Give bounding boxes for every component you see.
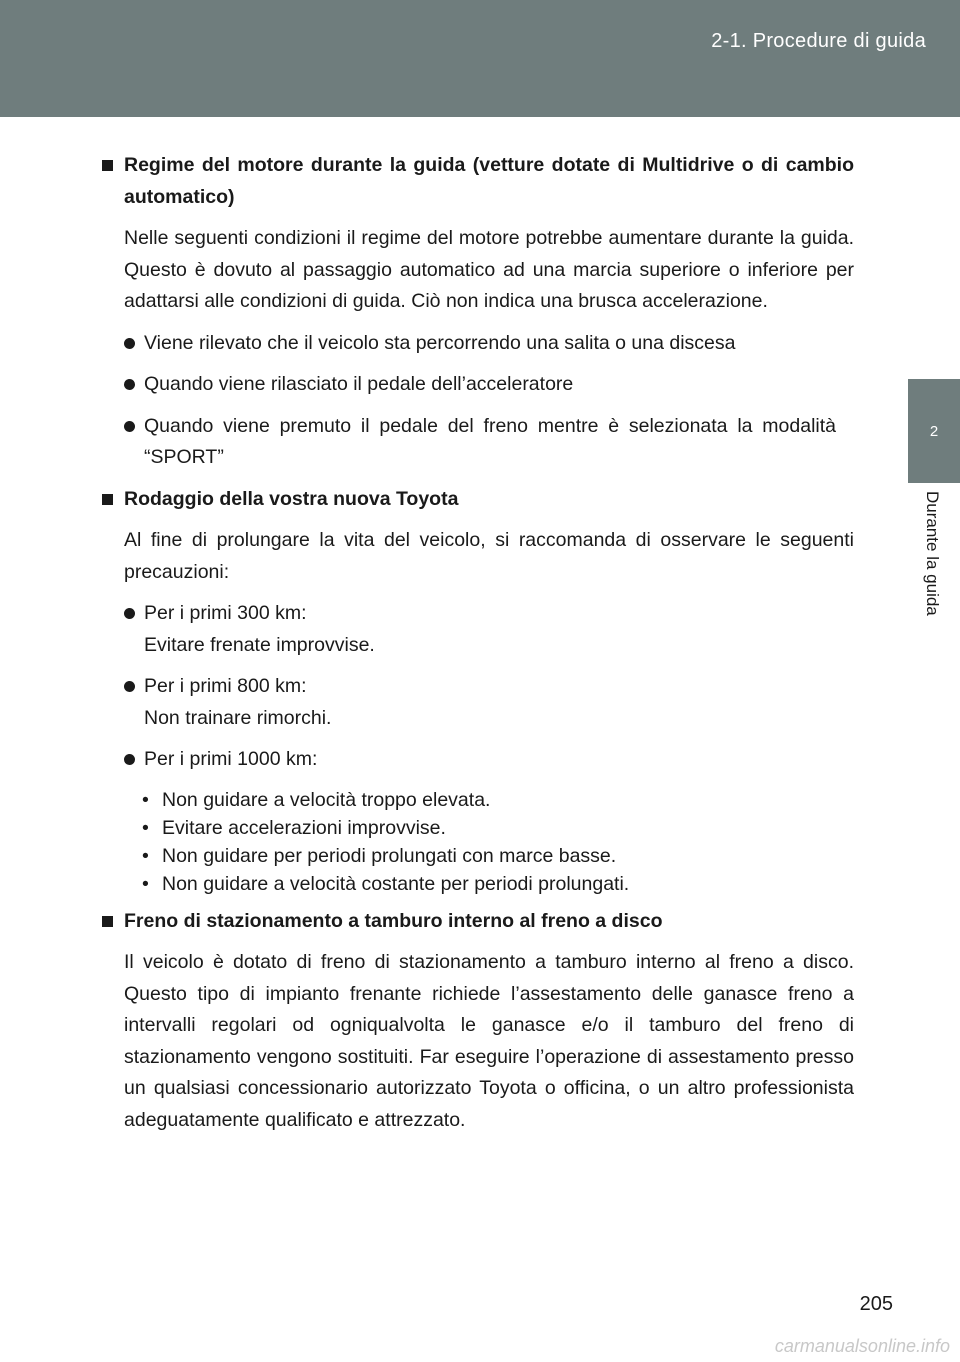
section-heading-text: Regime del motore durante la guida (vetture dotate di Multidrive o di cambio automatico) (124, 154, 854, 208)
sub-list-item (142, 786, 854, 814)
dot-marker-icon: • (142, 844, 149, 867)
section-heading (102, 906, 854, 938)
chapter-title: 2-1. Procedure di guida (711, 30, 926, 52)
bullet-text: Quando viene rilasciato il pedale dell’acceleratore (144, 373, 574, 395)
bullet-head: Per i primi 800 km: (144, 675, 307, 697)
sub-list-text: Non guidare a velocità costante per periodi prolungati. (162, 872, 630, 895)
page-header (0, 0, 960, 117)
square-bullet-icon (102, 494, 113, 505)
sub-list-item (142, 842, 854, 870)
sub-list (102, 786, 854, 898)
side-strip (908, 117, 960, 379)
bullet-head: Per i primi 1000 km: (144, 748, 318, 770)
bullet-item (102, 369, 854, 401)
section-heading (102, 484, 854, 516)
bullet-item (102, 671, 854, 734)
section-heading (102, 150, 854, 213)
bullet-item (102, 328, 854, 360)
section-heading-text: Freno di stazionamento a tamburo interno al freno a disco (124, 909, 663, 932)
section-body: Nelle seguenti condizioni il regime del motore potrebbe aumentare durante la guida. Questo è dovuto al passaggio automatico ad una marcia superiore o inferiore per adattarsi alle condizioni di guida. Ciò non indica una brusca accelerazione. (124, 227, 854, 312)
section-body: Il veicolo è dotato di freno di stazionamento a tamburo interno al freno a disco. Questo tipo di impianto frenante richiede l’assestamento delle ganasce freno a intervalli regolari od ogniqualvolta le ganasce e/o il tamburo del freno di stazionamento vengono sostituiti. Far eseguire l’operazione di assestamento presso un qualsiasi concessionario autorizzato Toyota o officina, o un altro professionista adeguatamente qualificato e attrezzato. (124, 951, 854, 1131)
bullet-item (102, 744, 854, 776)
side-tab-number: 2 (908, 379, 960, 483)
bullet-text: Non trainare rimorchi. (144, 706, 332, 729)
sub-list-text: Evitare accelerazioni improvvise. (162, 816, 446, 839)
circle-bullet-icon (124, 754, 135, 765)
sub-list-text: Non guidare per periodi prolungati con marce basse. (162, 844, 617, 867)
sub-list-item (142, 870, 854, 898)
bullet-text: Viene rilevato che il veicolo sta percorrendo una salita o una discesa (144, 331, 736, 354)
bullet-text: Evitare frenate improvvise. (144, 633, 375, 656)
circle-bullet-icon (124, 608, 135, 619)
sub-list-item (142, 814, 854, 842)
page-number: 205 (859, 1293, 893, 1315)
bullet-head: Per i primi 300 km: (144, 602, 307, 624)
square-bullet-icon (102, 916, 113, 927)
sub-list-text: Non guidare a velocità troppo elevata. (162, 788, 491, 811)
dot-marker-icon: • (142, 872, 149, 895)
square-bullet-icon (102, 160, 113, 171)
dot-marker-icon: • (142, 816, 149, 839)
bullet-item (102, 411, 854, 474)
side-tab-label-text: Durante la guida (923, 491, 942, 616)
watermark-text: carmanualsonline.info (774, 1336, 950, 1356)
bullet-text: Quando viene premuto il pedale del freno mentre è selezionata la modalità “SPORT” (144, 414, 836, 468)
bullet-item (102, 598, 854, 661)
main-content (102, 150, 854, 1146)
side-tab-label (908, 483, 960, 658)
section-heading-text: Rodaggio della vostra nuova Toyota (124, 487, 459, 510)
dot-marker-icon: • (142, 788, 149, 811)
circle-bullet-icon (124, 338, 135, 349)
circle-bullet-icon (124, 421, 135, 432)
circle-bullet-icon (124, 379, 135, 390)
circle-bullet-icon (124, 681, 135, 692)
section-body: Al fine di prolungare la vita del veicolo, si raccomanda di osservare le seguenti precauzioni: (124, 529, 854, 583)
